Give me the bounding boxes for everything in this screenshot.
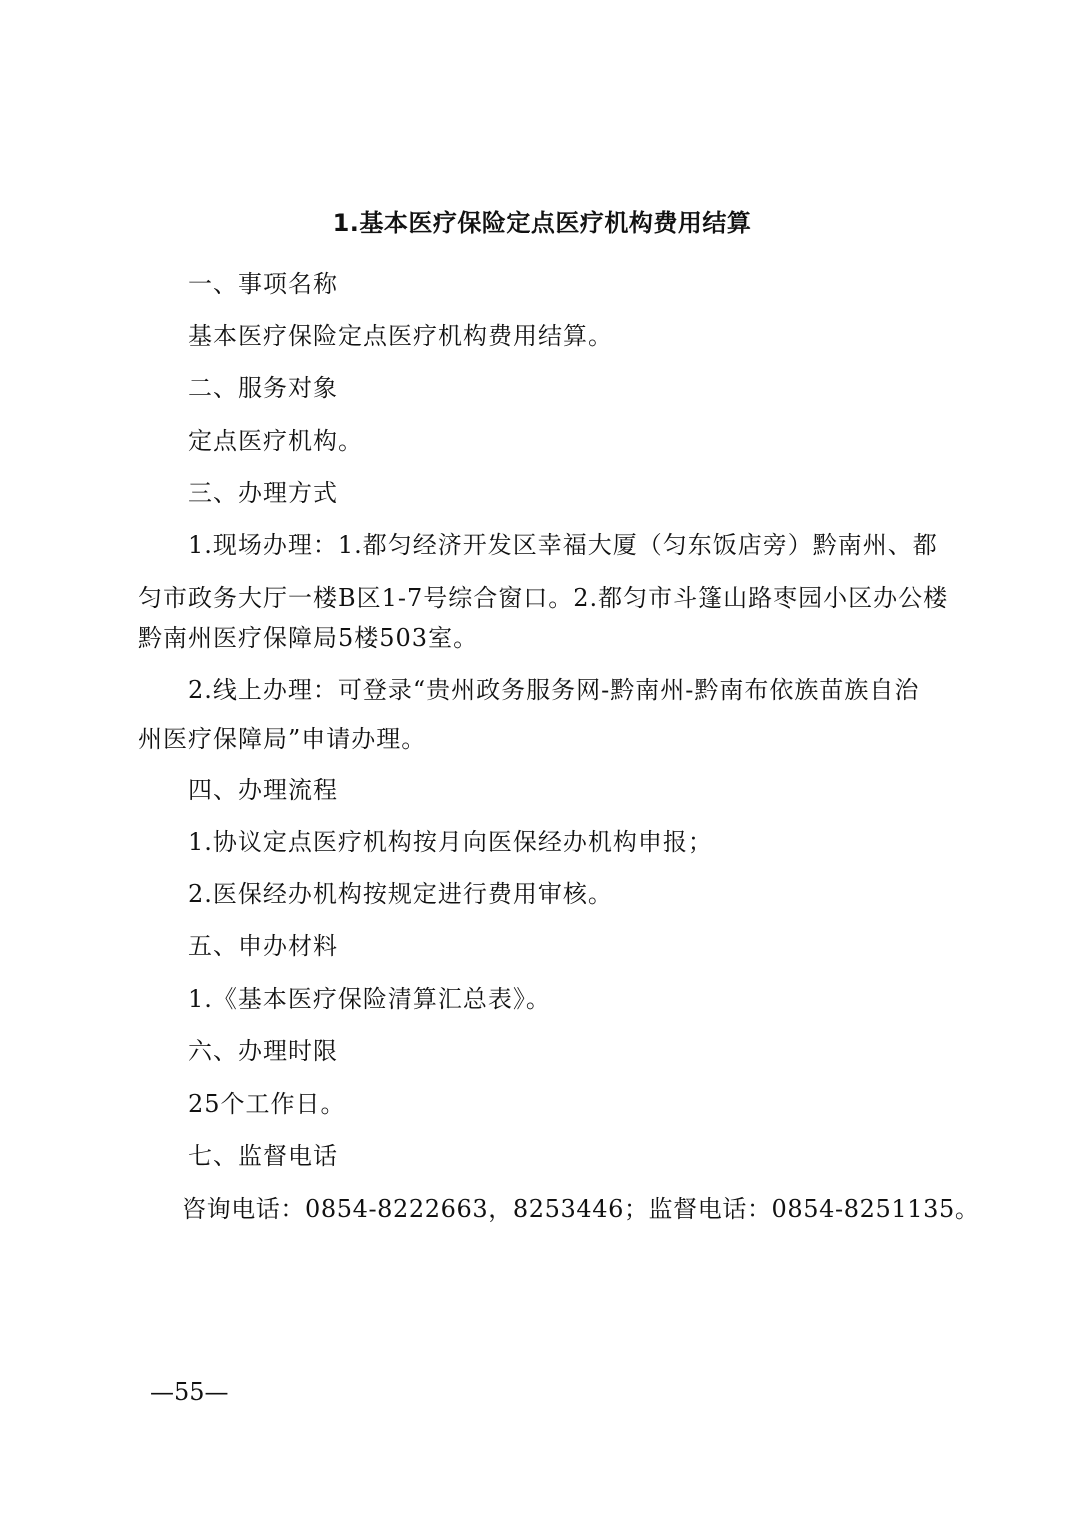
- section-body-item-name: 基本医疗保险定点医疗机构费用结算。: [188, 322, 613, 350]
- section-heading-time-limit: 六、办理时限: [188, 1037, 338, 1065]
- page-number: —55—: [150, 1378, 229, 1406]
- method-online-line-1: 2.线上办理：可登录“贵州政务服务网-黔南州-黔南布依族苗族自治: [188, 676, 920, 704]
- section-heading-process: 四、办理流程: [188, 776, 338, 804]
- time-limit-body: 25个工作日。: [188, 1090, 346, 1118]
- section-heading-service-target: 二、服务对象: [188, 374, 338, 402]
- page-title: 1.基本医疗保险定点医疗机构费用结算: [332, 209, 752, 237]
- method-online-line-2: 州医疗保障局”申请办理。: [138, 725, 427, 753]
- method-onsite-line-3: 黔南州医疗保障局5楼503室。: [138, 624, 479, 652]
- process-step-1: 1.协议定点医疗机构按月向医保经办机构申报；: [188, 828, 713, 856]
- section-heading-method: 三、办理方式: [188, 479, 338, 507]
- supervision-phone-body: 咨询电话：0854-8222663，8253446；监督电话：0854-8251135。: [182, 1195, 980, 1223]
- method-onsite-line-2: 匀市政务大厅一楼B区1-7号综合窗口。2.都匀市斗篷山路枣园小区办公楼: [138, 584, 949, 612]
- section-body-service-target: 定点医疗机构。: [188, 427, 363, 455]
- process-step-2: 2.医保经办机构按规定进行费用审核。: [188, 880, 613, 908]
- section-heading-supervision-phone: 七、监督电话: [188, 1142, 338, 1170]
- section-heading-item-name: 一、事项名称: [188, 270, 338, 298]
- method-onsite-line-1: 1.现场办理：1.都匀经济开发区幸福大厦（匀东饭店旁）黔南州、都: [188, 531, 938, 559]
- materials-item-1: 1.《基本医疗保险清算汇总表》。: [188, 985, 551, 1013]
- section-heading-materials: 五、申办材料: [188, 932, 338, 960]
